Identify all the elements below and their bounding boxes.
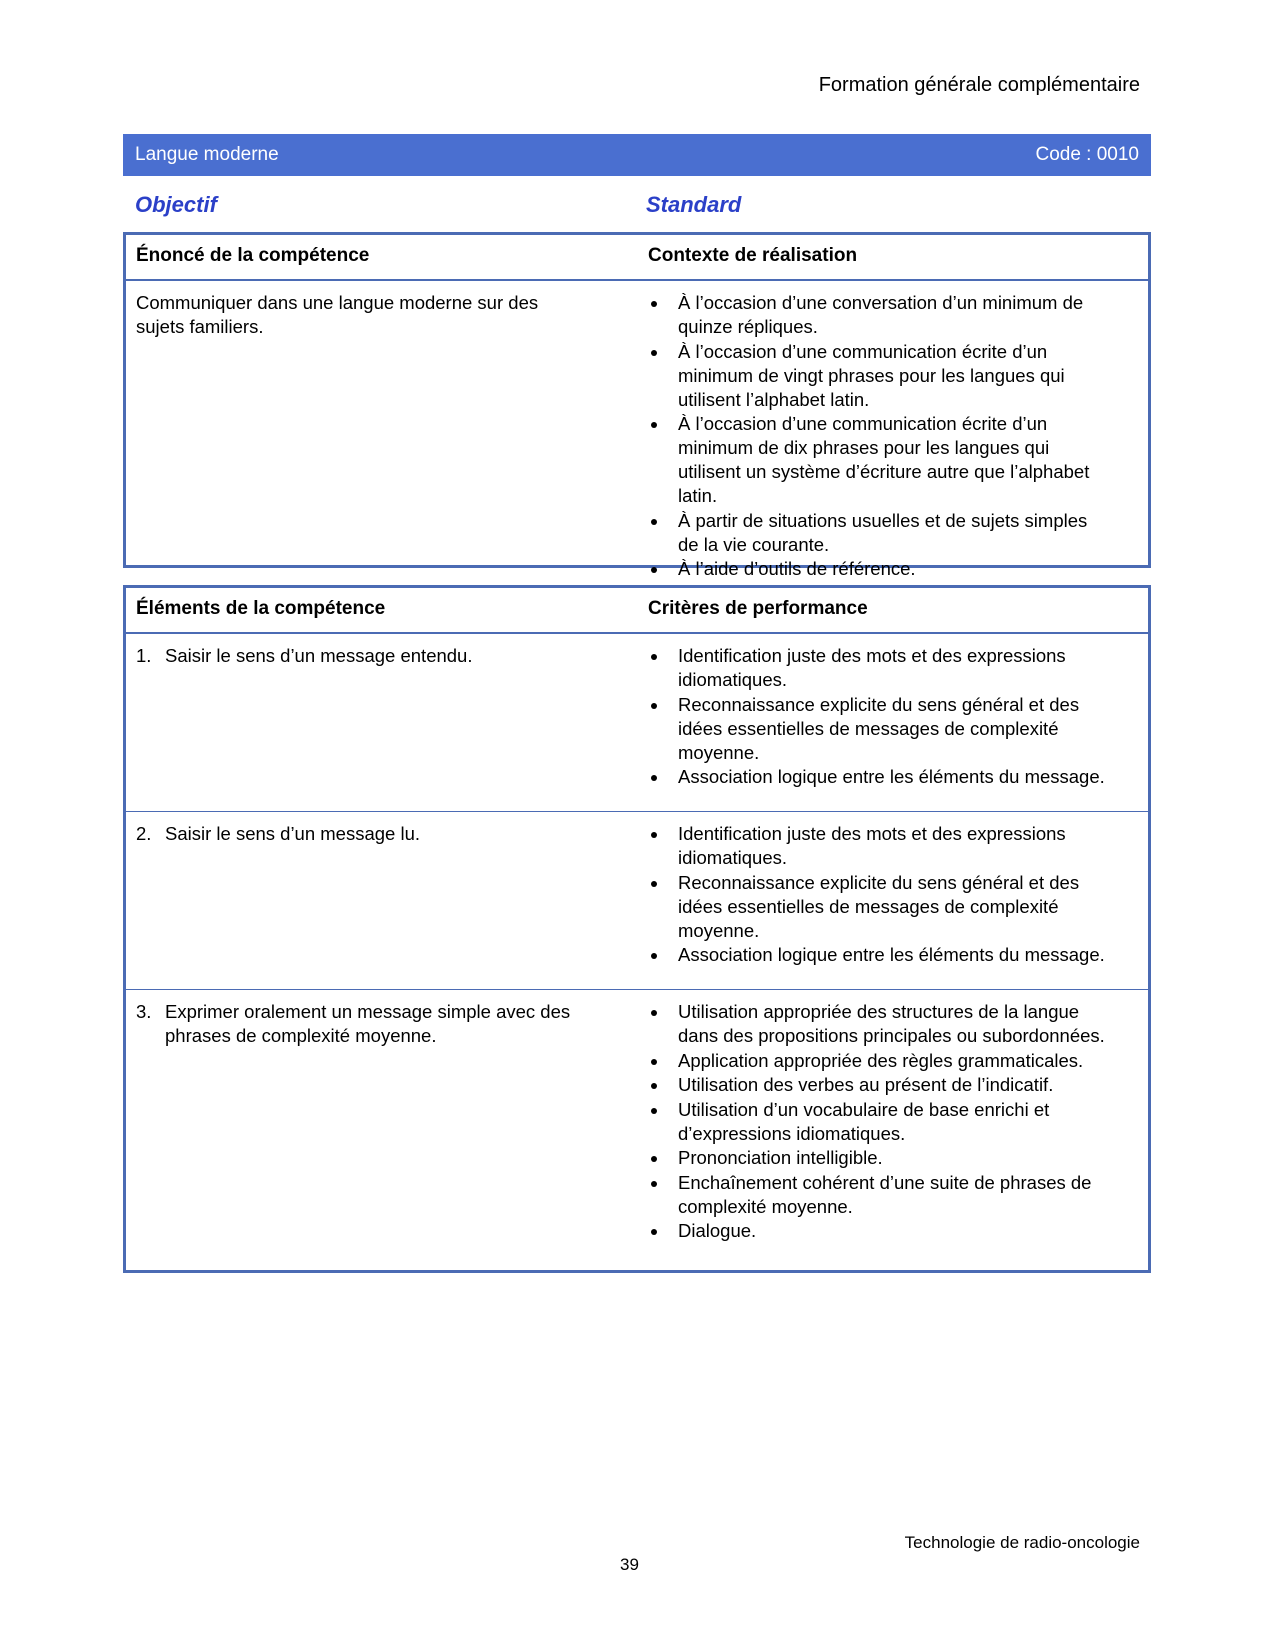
criteria-text: Utilisation d’un vocabulaire de base enrichi et d’expressions idiomatiques. xyxy=(678,1098,1050,1144)
heading-standard: Standard xyxy=(646,192,742,217)
bullet-icon xyxy=(651,301,657,307)
element-text: Exprimer oralement un message simple avec des phrases de complexité moyenne. xyxy=(165,1001,571,1046)
criteria-cell xyxy=(648,1000,1108,1244)
bullet-icon xyxy=(651,953,657,959)
criteria-text: Prononciation intelligible. xyxy=(678,1147,883,1168)
element-text: Saisir le sens d’un message lu. xyxy=(165,823,421,844)
competence-element xyxy=(136,822,576,846)
bullet-icon xyxy=(651,775,657,781)
criteria-list xyxy=(648,1000,1108,1243)
competence-elements-table xyxy=(123,585,1151,1273)
criteria-cell xyxy=(648,644,1108,790)
context-item xyxy=(648,509,1108,557)
bullet-icon xyxy=(651,832,657,838)
context-cell xyxy=(648,291,1108,582)
criteria-text: Utilisation des verbes au présent de l’indicatif. xyxy=(678,1074,1054,1095)
table-header xyxy=(126,588,1148,634)
context-list xyxy=(648,291,1108,581)
bullet-icon xyxy=(651,350,657,356)
context-text: À l’occasion d’une communication écrite d’un minimum de dix phrases pour les langues qui utilisent un système d’écriture autre que l’alphabet latin. xyxy=(678,413,1090,506)
criteria-item xyxy=(648,1073,1108,1097)
element-number: 2. xyxy=(136,823,152,844)
bullet-icon xyxy=(651,519,657,525)
context-item xyxy=(648,291,1108,339)
criteria-text: Association logique entre les éléments du message. xyxy=(678,766,1105,787)
context-item xyxy=(648,340,1108,412)
criteria-text: Identification juste des mots et des expressions idiomatiques. xyxy=(678,823,1066,868)
criteria-item xyxy=(648,1171,1108,1219)
element-text: Saisir le sens d’un message entendu. xyxy=(165,645,473,666)
context-text: À l’occasion d’une communication écrite d’un minimum de vingt phrases pour les langues qui utilisent l’alphabet latin. xyxy=(678,340,1065,410)
bullet-icon xyxy=(651,881,657,887)
context-text: À l’aide d’outils de référence. xyxy=(678,558,916,579)
context-text: À partir de situations usuelles et de sujets simples de la vie courante. xyxy=(678,509,1088,555)
header-criteria: Critères de performance xyxy=(648,598,868,619)
element-number: 3. xyxy=(136,1001,152,1022)
competence-element xyxy=(136,644,576,668)
table-row xyxy=(126,634,1148,812)
header-context: Contexte de réalisation xyxy=(648,245,858,266)
bullet-icon xyxy=(651,1108,657,1114)
competence-element xyxy=(136,1000,576,1048)
context-text: À l’occasion d’une conversation d’un minimum de quinze répliques. xyxy=(678,292,1084,337)
criteria-text: Application appropriée des règles grammaticales. xyxy=(678,1049,1084,1071)
criteria-text: Identification juste des mots et des expressions idiomatiques. xyxy=(678,645,1066,690)
bullet-icon xyxy=(651,1229,657,1235)
bullet-icon xyxy=(651,1059,657,1065)
page-number: 39 xyxy=(620,1555,639,1574)
criteria-item xyxy=(648,765,1108,789)
criteria-item xyxy=(648,1219,1108,1243)
bullet-icon xyxy=(651,422,657,428)
criteria-text: Dialogue. xyxy=(678,1220,757,1241)
element-rows xyxy=(126,634,1148,1273)
section-headings xyxy=(135,192,1145,222)
table-header xyxy=(126,235,1148,281)
criteria-cell xyxy=(648,822,1108,968)
criteria-text: Enchaînement cohérent d’une suite de phrases de complexité moyenne. xyxy=(678,1171,1092,1217)
title-bar-code: Code : 0010 xyxy=(1035,144,1139,165)
criteria-item xyxy=(648,693,1108,765)
criteria-item xyxy=(648,871,1108,943)
element-number: 1. xyxy=(136,645,152,666)
header-elements: Éléments de la compétence xyxy=(136,598,386,619)
table-row xyxy=(126,812,1148,990)
criteria-list xyxy=(648,644,1108,789)
criteria-text: Reconnaissance explicite du sens général et des idées essentielles de messages de complexité moyenne. xyxy=(678,693,1080,763)
criteria-list xyxy=(648,822,1108,967)
context-item xyxy=(648,557,1108,581)
criteria-item xyxy=(648,822,1108,870)
footer-program: Technologie de radio-oncologie xyxy=(904,1533,1140,1552)
context-item xyxy=(648,412,1108,508)
running-header: Formation générale complémentaire xyxy=(818,74,1140,96)
heading-objectif: Objectif xyxy=(135,192,217,217)
header-statement: Énoncé de la compétence xyxy=(136,245,370,266)
criteria-item xyxy=(648,1049,1108,1073)
criteria-item xyxy=(648,1146,1108,1170)
bullet-icon xyxy=(651,654,657,660)
title-bar xyxy=(123,134,1151,176)
criteria-item xyxy=(648,943,1108,967)
competence-statement-table xyxy=(123,232,1151,579)
criteria-text: Association logique entre les éléments du message. xyxy=(678,944,1105,965)
criteria-item xyxy=(648,644,1108,692)
criteria-text: Utilisation appropriée des structures de la langue dans des propositions principales ou subordonnées. xyxy=(678,1001,1105,1046)
bullet-icon xyxy=(651,703,657,709)
table-row xyxy=(126,990,1148,1273)
bullet-icon xyxy=(651,1181,657,1187)
bullet-icon xyxy=(651,1156,657,1162)
title-bar-subject: Langue moderne xyxy=(135,144,279,165)
criteria-item xyxy=(648,1098,1108,1146)
table-row xyxy=(126,281,1148,579)
criteria-text: Reconnaissance explicite du sens général et des idées essentielles de messages de complexité moyenne. xyxy=(678,871,1080,941)
criteria-item xyxy=(648,1000,1108,1048)
bullet-icon xyxy=(651,1010,657,1016)
statement-text: Communiquer dans une langue moderne sur des sujets familiers. xyxy=(136,292,539,337)
bullet-icon xyxy=(651,567,657,573)
bullet-icon xyxy=(651,1083,657,1089)
competence-statement xyxy=(136,291,576,339)
